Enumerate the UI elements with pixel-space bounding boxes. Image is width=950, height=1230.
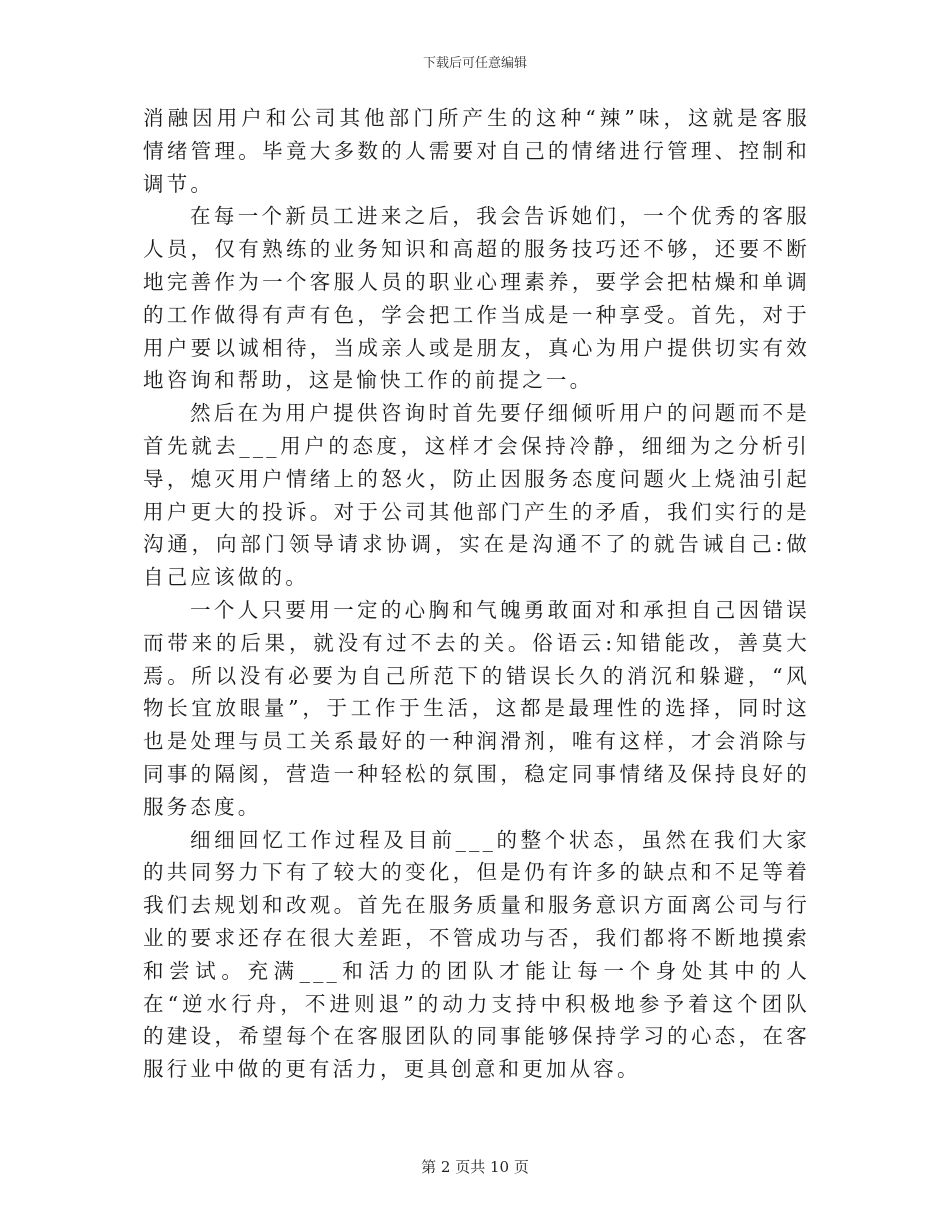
paragraph-1: 消融因用户和公司其他部门所产生的这种“辣”味，这就是客服情绪管理。毕竟大多数的人需要对自己的情绪进行管理、控制和调节。 <box>143 106 810 196</box>
paragraph-4: 一个人只要用一定的心胸和气魄勇敢面对和承担自己因错误而带来的后果，就没有过不去的关。俗语云:知错能改，善莫大焉。所以没有必要为自己所范下的错误长久的消沉和躲避，“风物长宜放眼量”，于工作于生活，这都是最理性的选择，同时这也是处理与员工关系最好的一种润滑剂，唯有这样，才会消除与同事的隔阂，营造一种轻松的氛围，稳定同事情绪及保持良好的服务态度。 <box>143 597 810 819</box>
paragraph-5: 细细回忆工作过程及目前___的整个状态，虽然在我们大家的共同努力下有了较大的变化，但是仍有许多的缺点和不足等着我们去规划和改观。首先在服务质量和服务意识方面离公司与行业的要求还存在很大差距，不管成功与否，我们都将不断地摸索和尝试。充满___和活力的团队才能让每一个身处其中的人在“逆水行舟，不进则退”的动力支持中积极地参予着这个团队的建设，希望每个在客服团队的同事能够保持学习的心态，在客服行业中做的更有活力，更具创意和更加从容。 <box>143 827 810 1082</box>
document-body <box>143 102 810 1086</box>
page-header: 下载后可任意编辑 <box>422 56 527 71</box>
paragraph-2: 在每一个新员工进来之后，我会告诉她们，一个优秀的客服人员，仅有熟练的业务知识和高超的服务技巧还不够，还要不断地完善作为一个客服人员的职业心理素养，要学会把枯燥和单调的工作做得有声有色，学会把工作当成是一种享受。首先，对于用户要以诚相待，当成亲人或是朋友，真心为用户提供切实有效地咨询和帮助，这是愉快工作的前提之一。 <box>143 204 810 393</box>
paragraph-3: 然后在为用户提供咨询时首先要仔细倾听用户的问题而不是首先就去___用户的态度，这样才会保持冷静，细细为之分析引导，熄灭用户情绪上的怒火，防止因服务态度问题火上烧油引起用户更大的投诉。对于公司其他部门产生的矛盾，我们实行的是沟通，向部门领导请求协调，实在是沟通不了的就告诫自己:做自己应该做的。 <box>143 401 810 590</box>
page-number-footer: 第 2 页共 10 页 <box>421 1158 529 1176</box>
